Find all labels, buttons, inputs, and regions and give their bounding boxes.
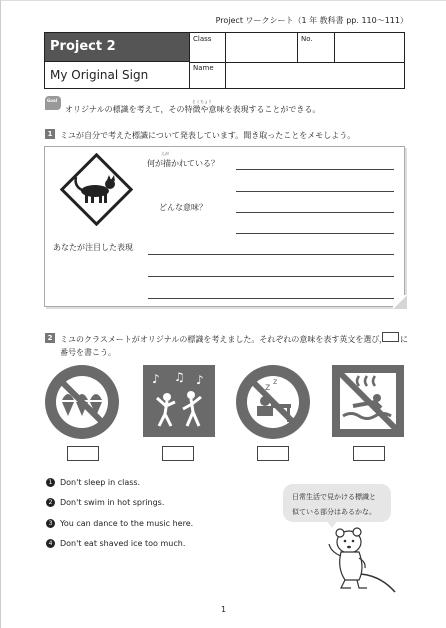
no-field[interactable]	[334, 33, 405, 62]
no-shaved-ice-sign-icon	[44, 364, 120, 440]
class-field[interactable]	[225, 33, 297, 62]
question-2-text-line2: 番号を書こう。	[60, 348, 116, 357]
title-block	[44, 32, 405, 89]
svg-text:z: z	[273, 377, 278, 386]
speech-bubble	[283, 484, 391, 522]
project-title: Project 2	[45, 33, 189, 62]
project-subtitle: My Original Sign	[50, 68, 149, 82]
answer-line[interactable]	[148, 254, 394, 255]
prompt-what: 何が描かれている？	[147, 159, 219, 168]
option-number: 2	[46, 498, 55, 507]
option-text: You can dance to the music here.	[60, 519, 194, 528]
svg-text:z: z	[265, 382, 271, 393]
bubble-line-2: 似ている部分はあるかな。	[292, 508, 376, 516]
question-1-number: 1	[45, 129, 55, 139]
answer-line[interactable]	[236, 169, 394, 170]
quokka-mascot-icon	[319, 526, 399, 598]
svg-text:♫: ♫	[174, 370, 185, 384]
option-item	[46, 539, 185, 548]
prompt-expression: あなたが注目した表現	[53, 243, 133, 252]
option-text: Don't sleep in class.	[60, 478, 141, 487]
no-sleeping-sign-icon	[235, 364, 311, 440]
textbook-reference: Project ワークシート（1 年 教科書 pp. 110〜111）	[215, 16, 408, 25]
name-label: Name	[189, 62, 225, 88]
goal-text: オリジナルの標識を考えて，その特徴や意味を表現することができる。	[65, 105, 321, 114]
prompt-meaning: どんな意味？	[159, 203, 207, 212]
option-text: Don't eat shaved ice too much.	[60, 539, 186, 548]
option-number: 1	[46, 478, 55, 487]
svg-text:♪: ♪	[152, 372, 160, 386]
answer-line[interactable]	[236, 212, 394, 213]
question-2-text-end: に	[400, 335, 408, 344]
answer-line[interactable]	[236, 233, 394, 234]
answer-line[interactable]	[148, 298, 394, 299]
option-item	[46, 519, 193, 528]
answer-line[interactable]	[236, 191, 394, 192]
answer-box[interactable]	[353, 446, 385, 461]
class-label: Class	[189, 33, 225, 62]
bubble-line-1: 日常生活で見かける標識と	[292, 493, 376, 501]
option-item	[46, 478, 140, 487]
answer-box[interactable]	[67, 446, 99, 461]
question-2-text: ミユのクラスメートがオリジナルの標識を考えました。それぞれの意味を表す英文を選び，	[60, 335, 388, 344]
question-1-text: ミユが自分で考えた標識について発表しています。聞き取ったことをメモしよう。	[60, 131, 356, 140]
answer-box[interactable]	[257, 446, 289, 461]
option-number: 3	[46, 519, 55, 528]
no-swimming-hot-spring-sign-icon	[331, 364, 405, 438]
prompt-what-furigana: えが	[161, 151, 169, 156]
name-field[interactable]	[225, 62, 405, 88]
goal-furigana: とくちょう	[192, 99, 212, 104]
option-item	[46, 498, 164, 507]
answer-box-example	[382, 332, 399, 342]
svg-text:♪: ♪	[196, 373, 204, 387]
cat-crossing-sign-icon	[60, 153, 133, 226]
answer-line[interactable]	[148, 276, 394, 277]
page-curl-decoration	[393, 295, 407, 309]
dance-music-sign-icon	[142, 364, 216, 438]
no-label: No.	[297, 33, 334, 62]
option-text: Don't swim in hot springs.	[60, 498, 165, 507]
answer-box[interactable]	[162, 446, 194, 461]
option-number: 4	[46, 539, 55, 548]
goal-icon: Goal	[45, 96, 61, 110]
page-number: 1	[221, 605, 227, 614]
question-2-number: 2	[45, 333, 55, 343]
